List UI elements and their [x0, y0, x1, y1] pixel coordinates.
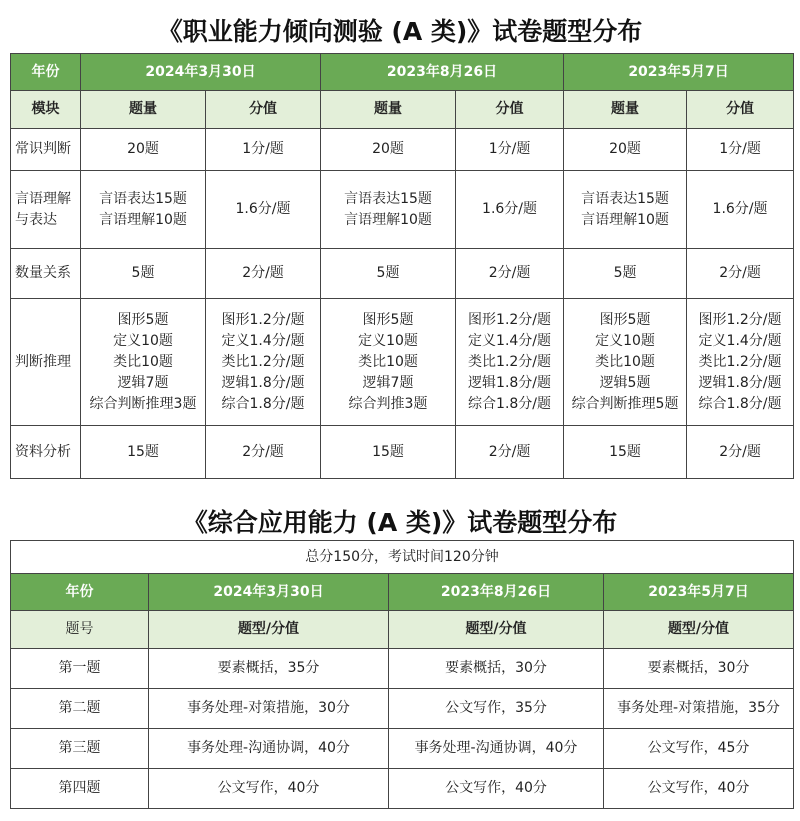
cell-line: 图形1.2分/题: [468, 311, 552, 328]
cell-line: 20题: [609, 141, 641, 157]
table-row: [11, 129, 794, 171]
cell-line: 1分/题: [488, 141, 531, 157]
score-cell: [456, 171, 564, 249]
cell-line: 1.6分/题: [235, 201, 291, 217]
cell-line: 20题: [372, 141, 404, 157]
table1-title: 《职业能力倾向测验 (A 类)》试卷题型分布: [157, 17, 643, 46]
count-cell: [81, 299, 206, 426]
cell-line: 2分/题: [719, 265, 761, 281]
cell-line: 5题: [131, 265, 155, 281]
count-cell: [564, 129, 687, 171]
cell-line: 5题: [376, 265, 400, 281]
count-header: 题量: [321, 91, 456, 129]
type-score-cell: 公文写作，45分: [604, 729, 794, 769]
score-cell: [206, 171, 321, 249]
cell-line: 逻辑7题: [117, 374, 169, 391]
year-header: 年份: [11, 54, 81, 91]
cell-line: 图形5题: [599, 311, 651, 328]
score-cell: [206, 129, 321, 171]
cell-line: 类比1.2分/题: [468, 353, 552, 370]
table-row: [11, 249, 794, 299]
cell-line: 类比10题: [113, 353, 173, 370]
score-cell: [456, 129, 564, 171]
question-cell: 第一题: [11, 649, 149, 689]
cell-line: 言语理解10题: [99, 211, 187, 228]
date-header: 2024年3月30日: [81, 54, 321, 91]
cell-line: 综合1.8分/题: [221, 395, 305, 412]
cell-line: 定义1.4分/题: [221, 332, 305, 349]
cell-line: 综合判断推理3题: [89, 395, 197, 412]
type-score-cell: 公文写作，40分: [389, 769, 604, 809]
type-header: 题型/分值: [604, 611, 794, 649]
cell-line: 类比1.2分/题: [698, 353, 782, 370]
question-header: 题号: [11, 611, 149, 649]
cell-line: 1.6分/题: [712, 201, 768, 217]
cell-line: 类比1.2分/题: [221, 353, 305, 370]
count-cell: [564, 426, 687, 479]
cell-line: 图形5题: [117, 311, 169, 328]
score-cell: [456, 249, 564, 299]
table-row: [11, 769, 794, 809]
count-cell: [564, 299, 687, 426]
cell-line: 2分/题: [488, 265, 531, 281]
score-cell: [687, 171, 794, 249]
cell-line: 类比10题: [358, 353, 418, 370]
score-cell: [687, 299, 794, 426]
table-row: [11, 426, 794, 479]
count-cell: [81, 249, 206, 299]
count-cell: [321, 426, 456, 479]
summary: 总分150分，考试时间120分钟: [11, 541, 794, 574]
table2-title: 《综合应用能力 (A 类)》试卷题型分布: [182, 508, 618, 537]
date-header: 2023年5月7日: [604, 574, 794, 611]
cell-line: 逻辑1.8分/题: [698, 374, 782, 391]
score-cell: [687, 129, 794, 171]
count-cell: [564, 249, 687, 299]
count-cell: [564, 171, 687, 249]
module-cell: 资料分析: [11, 426, 81, 479]
cell-line: 综合判断推理5题: [571, 395, 679, 412]
table-row: [11, 729, 794, 769]
type-score-cell: 事务处理-沟通协调，40分: [389, 729, 604, 769]
date-header: 2024年3月30日: [149, 574, 389, 611]
score-cell: [456, 426, 564, 479]
count-cell: [321, 129, 456, 171]
type-score-cell: 事务处理-对策措施，30分: [149, 689, 389, 729]
date-header: 2023年8月26日: [321, 54, 564, 91]
cell-line: 言语表达15题: [344, 190, 432, 207]
score-cell: [206, 249, 321, 299]
module-header: 模块: [11, 91, 81, 129]
count-header: 题量: [81, 91, 206, 129]
cell-line: 言语理解10题: [344, 211, 432, 228]
table-row: [11, 171, 794, 249]
score-header: 分值: [687, 91, 794, 129]
type-score-cell: 要素概括，30分: [389, 649, 604, 689]
cell-line: 图形1.2分/题: [698, 311, 782, 328]
cell-line: 1分/题: [242, 141, 284, 157]
score-header: 分值: [206, 91, 321, 129]
table-row: [11, 299, 794, 426]
table-row: [11, 689, 794, 729]
question-cell: 第二题: [11, 689, 149, 729]
type-score-cell: 事务处理-沟通协调，40分: [149, 729, 389, 769]
count-cell: [321, 249, 456, 299]
cell-line: 言语表达15题: [99, 190, 187, 207]
cell-line: 15题: [372, 443, 404, 460]
score-cell: [687, 249, 794, 299]
type-score-cell: 公文写作，40分: [604, 769, 794, 809]
year-header: 年份: [11, 574, 149, 611]
date-header: 2023年8月26日: [389, 574, 604, 611]
cell-line: 2分/题: [242, 265, 284, 281]
count-header: 题量: [564, 91, 687, 129]
cell-line: 1.6分/题: [482, 201, 538, 217]
score-cell: [206, 299, 321, 426]
type-score-cell: 要素概括，30分: [604, 649, 794, 689]
cell-line: 1分/题: [719, 141, 761, 157]
type-score-cell: 要素概括，35分: [149, 649, 389, 689]
cell-line: 逻辑1.8分/题: [221, 374, 305, 391]
date-header: 2023年5月7日: [564, 54, 794, 91]
question-cell: 第四题: [11, 769, 149, 809]
score-cell: [456, 299, 564, 426]
score-cell: [206, 426, 321, 479]
cell-line: 综合1.8分/题: [468, 395, 552, 412]
cell-line: 逻辑5题: [599, 374, 651, 391]
cell-line: 5题: [613, 265, 637, 281]
cell-line: 2分/题: [242, 443, 284, 460]
cell-line: 定义10题: [113, 332, 173, 349]
cell-line: 定义1.4分/题: [468, 332, 552, 349]
cell-line: 类比10题: [595, 353, 655, 370]
cell-line: 定义10题: [595, 332, 655, 349]
aptitude-test-table: [10, 53, 794, 479]
application-test-table: [10, 540, 794, 809]
module-cell: 数量关系: [11, 249, 81, 299]
type-score-cell: 公文写作，35分: [389, 689, 604, 729]
count-cell: [321, 299, 456, 426]
module-cell: 言语理解与表达: [11, 171, 81, 249]
cell-line: 言语表达15题: [581, 190, 669, 207]
cell-line: 图形1.2分/题: [221, 311, 305, 328]
cell-line: 20题: [127, 141, 159, 157]
count-cell: [81, 426, 206, 479]
question-cell: 第三题: [11, 729, 149, 769]
count-cell: [81, 129, 206, 171]
count-cell: [81, 171, 206, 249]
type-header: 题型/分值: [149, 611, 389, 649]
cell-line: 2分/题: [488, 443, 531, 460]
cell-line: 综合1.8分/题: [698, 395, 782, 412]
cell-line: 定义1.4分/题: [698, 332, 782, 349]
type-score-cell: 事务处理-对策措施，35分: [604, 689, 794, 729]
table-row: [11, 649, 794, 689]
module-cell: 判断推理: [11, 299, 81, 426]
cell-line: 15题: [127, 443, 159, 460]
cell-line: 综合判推3题: [348, 395, 428, 412]
cell-line: 逻辑7题: [362, 374, 414, 391]
type-header: 题型/分值: [389, 611, 604, 649]
cell-line: 2分/题: [719, 443, 761, 460]
count-cell: [321, 171, 456, 249]
cell-line: 言语理解10题: [581, 211, 669, 228]
cell-line: 定义10题: [358, 332, 418, 349]
cell-line: 逻辑1.8分/题: [468, 374, 552, 391]
score-cell: [687, 426, 794, 479]
score-header: 分值: [456, 91, 564, 129]
type-score-cell: 公文写作，40分: [149, 769, 389, 809]
cell-line: 图形5题: [362, 311, 414, 328]
cell-line: 15题: [609, 443, 641, 460]
module-cell: 常识判断: [11, 129, 81, 171]
